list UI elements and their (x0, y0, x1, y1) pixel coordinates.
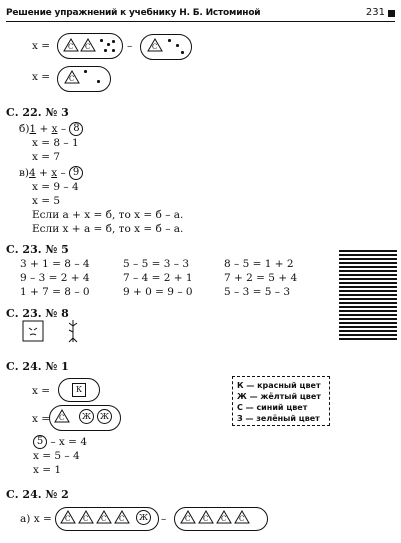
circled-number: 8 (69, 122, 83, 136)
s24-eq2-x: x = (32, 413, 51, 425)
triangle-letter: C (69, 75, 75, 83)
dot-icon (181, 51, 184, 54)
triangle-letter: С (59, 414, 65, 422)
legend-item-yellow: Ж — жёлтый цвет (237, 392, 321, 401)
section-title-s22: С. 22. № 3 (6, 106, 69, 119)
dot-icon (107, 43, 110, 46)
triangle-letter: C (85, 43, 91, 51)
dot-icon (112, 49, 115, 52)
s23-col2-row2: 7 – 4 = 2 + 1 (123, 272, 193, 284)
edge-stripe-marker (339, 250, 397, 340)
triangle-letter: C (83, 515, 89, 523)
running-header-title: Решение упражнений к учебнику Н. Б. Истоминой (6, 8, 261, 18)
dot-icon (97, 80, 100, 83)
face-square-icon (22, 320, 44, 342)
triangle-letter: C (221, 515, 227, 523)
color-legend (232, 376, 330, 426)
s24b-label: а) x = (20, 513, 52, 525)
s24-line2: x = 5 – 4 (33, 450, 80, 462)
dot-icon (84, 70, 87, 73)
dot-icon (176, 44, 179, 47)
s23-col2-row3: 9 + 0 = 9 – 0 (123, 286, 193, 298)
legend-item-green: З — зелёный цвет (237, 414, 320, 423)
s24-line3: x = 1 (33, 464, 62, 476)
s22-b-line1: б)1 + x – 8 (19, 122, 83, 136)
s22-v-line2: x = 9 – 4 (32, 181, 79, 193)
s24b-minus: – (161, 513, 167, 525)
s24-eq1-x: x = (32, 385, 51, 397)
s22-rule2: Если x + а = б, то x = б – а. (32, 223, 184, 235)
page-marker-square (388, 10, 395, 17)
triangle-letter: C (152, 43, 158, 51)
yellow-circle-badge: Ж (79, 409, 94, 424)
triangle-letter: C (101, 515, 107, 523)
triangle-letter: C (185, 515, 191, 523)
s22-v-line3: x = 5 (32, 195, 61, 207)
triangle-letter: C (65, 515, 71, 523)
s23-col3-row2: 7 + 2 = 5 + 4 (224, 272, 298, 284)
s22-b-line3: x = 7 (32, 151, 61, 163)
section-title-s23-5: С. 23. № 5 (6, 243, 69, 256)
legend-item-blue: С — синий цвет (237, 403, 308, 412)
s23-col3-row1: 8 – 5 = 1 + 2 (224, 258, 294, 270)
s23-col1-row1: 3 + 1 = 8 – 4 (20, 258, 90, 270)
top-eq2-x: x = (32, 71, 51, 83)
triangle-letter: C (239, 515, 245, 523)
circled-number: 9 (69, 166, 83, 180)
s22-v-line1: в)4 + x – 9 (19, 166, 83, 180)
top-eq1-x: x = (32, 40, 51, 52)
section-title-s23-8: С. 23. № 8 (6, 307, 69, 320)
triangle-letter: C (203, 515, 209, 523)
circled-number: 5 (33, 435, 47, 449)
s23-col1-row3: 1 + 7 = 8 – 0 (20, 286, 90, 298)
yellow-circle-badge: Ж (136, 510, 151, 525)
section-title-s24-2: С. 24. № 2 (6, 488, 69, 501)
dot-icon (112, 40, 115, 43)
red-square-badge: К (72, 383, 86, 397)
dot-icon (168, 39, 171, 42)
s23-col1-row2: 9 – 3 = 2 + 4 (20, 272, 90, 284)
stick-figure-icon (66, 318, 80, 344)
s22-rule1: Если а + x = б, то x = б – а. (32, 209, 184, 221)
s23-col2-row1: 5 – 5 = 3 – 3 (123, 258, 190, 270)
dot-icon (104, 49, 107, 52)
dot-icon (100, 39, 103, 42)
yellow-circle-badge: Ж (97, 409, 112, 424)
page-number: 231 (365, 7, 385, 18)
triangle-letter: C (119, 515, 125, 523)
s24-line1: 5 – x = 4 (33, 435, 87, 449)
triangle-letter: C (68, 43, 74, 51)
s23-col3-row3: 5 – 3 = 5 – 3 (224, 286, 291, 298)
legend-item-red: К — красный цвет (237, 381, 321, 390)
top-eq1-minus: – (127, 40, 133, 52)
header-rule (6, 21, 395, 22)
s22-b-line2: x = 8 – 1 (32, 137, 79, 149)
section-title-s24-1: С. 24. № 1 (6, 360, 69, 373)
